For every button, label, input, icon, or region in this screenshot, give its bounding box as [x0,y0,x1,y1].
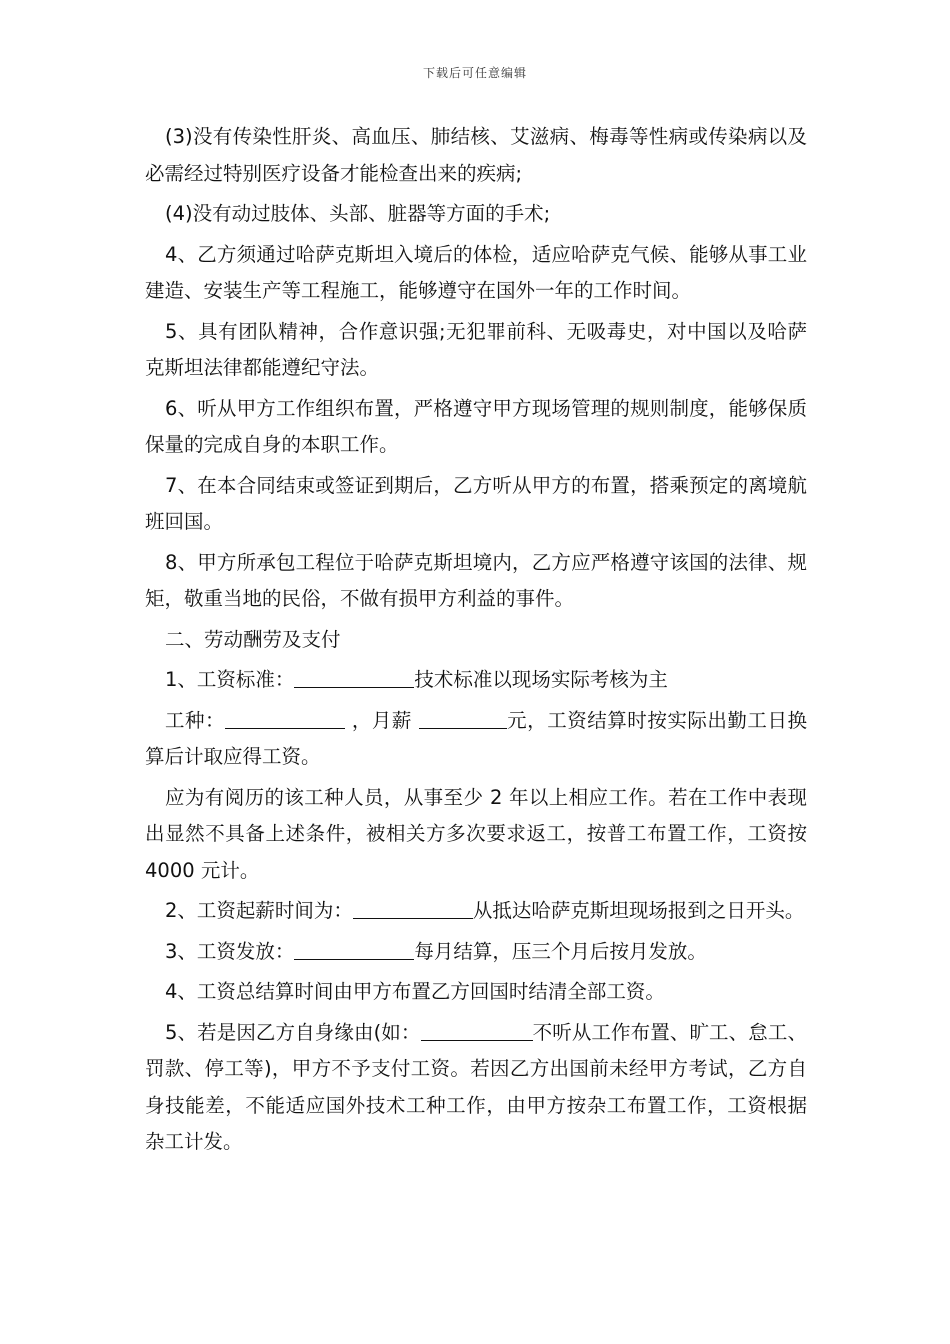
wage-payment-blank[interactable] [294,939,414,960]
own-cause-text: 不听从工作布置、旷工、怠工、罚款、停工等)，甲方不予支付工资。若因乙方出国前未经甲方考试，乙方自身技能差，不能适应国外技术工种工作，由甲方按杂工布置工作，工资根据杂工计发。 [145,1020,807,1153]
clause-team-spirit: 5、具有团队精神，合作意识强;无犯罪前科、无吸毒史，对中国以及哈萨克斯坦法律都能遵纪守法。 [145,319,807,379]
own-cause-label: 5、若是因乙方自身缘由(如： [165,1020,421,1044]
wage-standard-text: 技术标准以现场实际考核为主 [414,668,668,691]
monthly-salary-blank[interactable] [419,708,507,729]
wage-standard-label: 1、工资标准： [165,668,295,691]
own-cause-blank[interactable] [421,1020,533,1041]
wage-payment-label: 3、工资发放： [165,939,295,963]
clause-physical-exam: 4、乙方须通过哈萨克斯坦入境后的体检，适应哈萨克气候、能够从事工业建造、安装生产等工程施工，能够遵守在国外一年的工作时间。 [145,242,807,302]
experience-requirement: 应为有阅历的该工种人员，从事至少 2 年以上相应工作。若在工作中表现出显然不具备上述条件，被相关方多次要求返工，按普工布置工作，工资按 4000 元计。 [145,785,807,882]
clause-return-flight: 7、在本合同结束或签证到期后，乙方听从甲方的布置，搭乘预定的离境航班回国。 [145,473,807,533]
section-heading-remuneration: 二、劳动酬劳及支付 [165,627,341,651]
monthly-salary-label: ，月薪 [351,708,412,732]
wage-start-blank[interactable] [353,898,473,919]
clause-obey-local-law: 8、甲方所承包工程位于哈萨克斯坦境内，乙方应严格遵守该国的法律、规矩，敬重当地的民俗，不做有损甲方利益的事件。 [145,550,807,610]
own-cause-line [145,1015,807,1161]
work-type-blank[interactable] [225,708,345,729]
wage-start-line [145,893,807,930]
clause-3-no-disease: (3)没有传染性肝炎、高血压、肺结核、艾滋病、梅毒等性病或传染病以及必需经过特别医疗设备才能检查出来的疾病; [145,125,807,185]
wage-payment-line [145,934,807,971]
wage-start-text: 从抵达哈萨克斯坦现场报到之日开头。 [472,899,805,922]
clause-4-no-surgery: (4)没有动过肢体、头部、脏器等方面的手术; [165,202,551,225]
final-settlement: 4、工资总结算时间由甲方布置乙方回国时结清全部工资。 [165,980,665,1003]
wage-standard-blank[interactable] [294,667,414,688]
work-type-label: 工种： [165,708,226,732]
document-body [145,119,807,1165]
wage-payment-text: 每月结算，压三个月后按月发放。 [414,939,707,963]
salary-settlement-text: 元，工资结算时按实际出勤工日换算后计取应得工资。 [145,708,807,768]
page-header: 下载后可任意编辑 [422,66,527,80]
wage-start-label: 2、工资起薪时间为： [165,899,353,922]
work-type-line [145,703,807,776]
clause-obey-arrangement: 6、听从甲方工作组织布置，严格遵守甲方现场管理的规则制度，能够保质保量的完成自身的本职工作。 [145,396,807,456]
wage-standard-line [145,662,807,699]
